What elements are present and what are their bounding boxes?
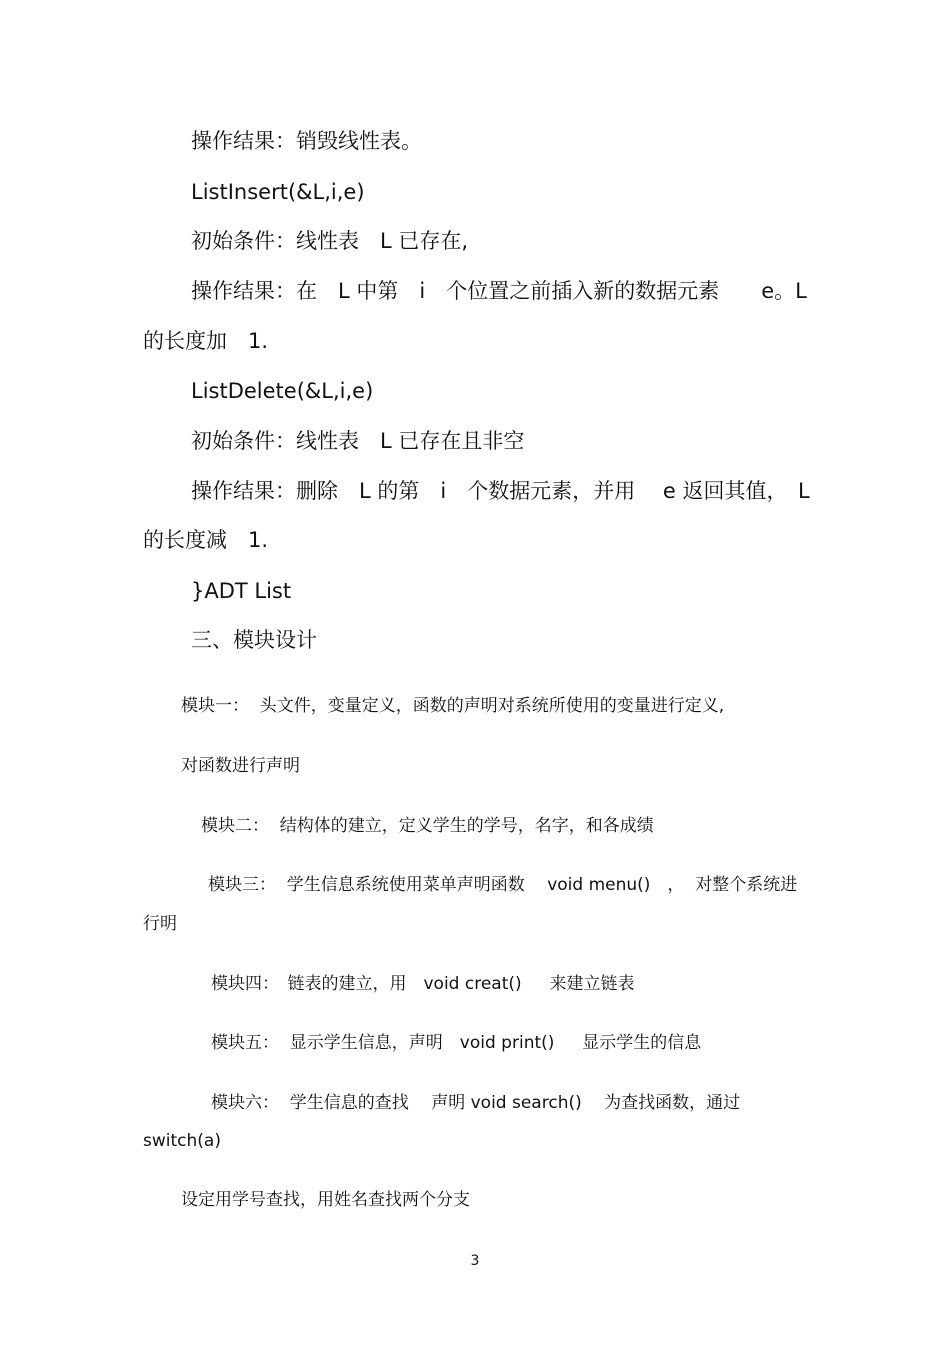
text-line-21: 设定用学号查找，用姓名查找两个分支	[181, 1190, 470, 1210]
text-line-8: 操作结果：删除 L 的第 i 个数据元素，并用 e 返回其值， L	[191, 479, 810, 503]
text-line-1: 操作结果：销毁线性表。	[191, 129, 422, 153]
text-line-16: 行明	[143, 914, 177, 934]
text-line-15: 模块三： 学生信息系统使用菜单声明函数 void menu() ， 对整个系统进	[208, 875, 798, 895]
text-line-3: 初始条件：线性表 L 已存在,	[191, 229, 469, 253]
text-line-9: 的长度减 1.	[143, 528, 269, 552]
text-line-14: 模块二： 结构体的建立，定义学生的学号，名字，和各成绩	[201, 816, 654, 836]
text-line-12: 模块一： 头文件，变量定义，函数的声明对系统所使用的变量进行定义,	[181, 696, 725, 716]
text-line-5: 的长度加 1.	[143, 329, 269, 353]
text-line-19: 模块六： 学生信息的查找 声明 void search() 为查找函数，通过	[211, 1093, 741, 1113]
text-line-2: ListInsert(&L,i,e)	[191, 180, 365, 204]
text-line-10: }ADT List	[191, 579, 292, 603]
text-line-6: ListDelete(&L,i,e)	[191, 379, 374, 403]
text-line-18: 模块五： 显示学生信息，声明 void print() 显示学生的信息	[211, 1033, 702, 1053]
text-line-20: switch(a)	[143, 1131, 221, 1151]
page-number: 3	[470, 1253, 480, 1269]
text-line-17: 模块四： 链表的建立，用 void creat() 来建立链表	[211, 974, 635, 994]
text-line-7: 初始条件：线性表 L 已存在且非空	[191, 429, 525, 453]
text-line-13: 对函数进行声明	[181, 756, 300, 776]
section-heading: 三、模块设计	[191, 628, 317, 652]
text-line-4: 操作结果：在 L 中第 i 个位置之前插入新的数据元素 e。L	[191, 279, 807, 303]
